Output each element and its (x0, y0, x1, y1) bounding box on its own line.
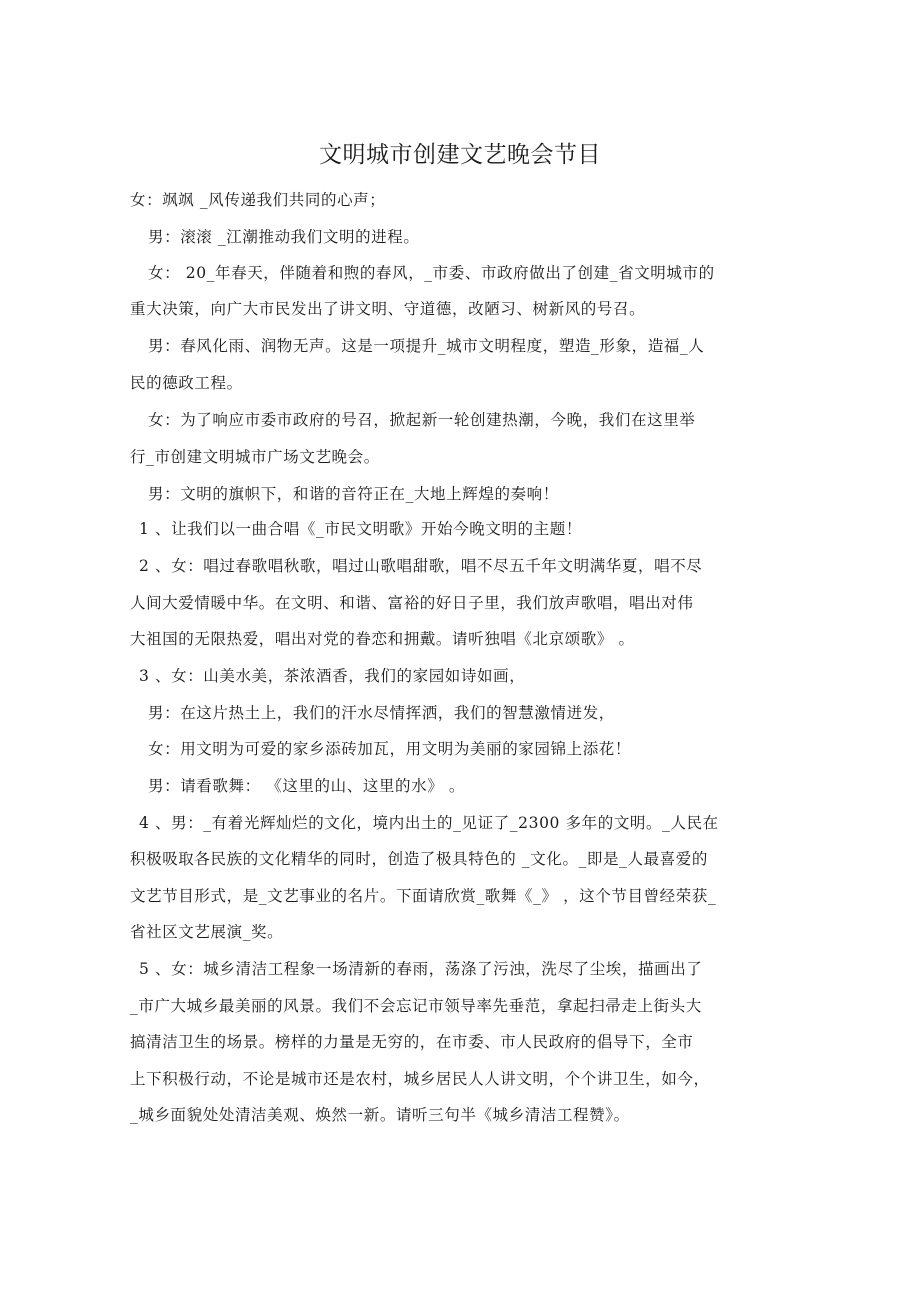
text-line: 省社区文艺展演_奖。 (130, 923, 284, 941)
text-line: 1 、让我们以一曲合唱《_市民文明歌》开始今晚文明的主题！ (139, 520, 582, 538)
text-line: 4 、男：_有着光辉灿烂的文化，境内出土的_见证了_2300 多年的文明。_人民在 (139, 814, 719, 832)
text-line: _市广大城乡最美丽的风景。我们不会忘记市领导率先垂范，拿起扫帚走上街头大 (130, 997, 702, 1015)
text-line: 行_市创建文明城市广场文艺晚会。 (130, 448, 380, 466)
text-line: 民的德政工程。 (130, 374, 243, 392)
text-line: 3 、女：山美水美，茶浓酒香，我们的家园如诗如画， (139, 667, 526, 685)
text-line: 文艺节目形式，是_文艺事业的名片。下面请欣赏_歌舞《_》 ，这个节目曾经荣获_ (130, 887, 717, 905)
text-line: 男：在这片热土上，我们的汗水尽情挥洒，我们的智慧激情迸发， (148, 704, 615, 722)
text-line: 女：为了响应市委市政府的号召，掀起新一轮创建热潮，今晚，我们在这里举 (148, 411, 696, 429)
text-line: 重大决策，向广大市民发出了讲文明、守道德，改陋习、树新风的号召。 (130, 300, 646, 318)
text-line: 女：用文明为可爱的家乡添砖加瓦，用文明为美丽的家园锦上添花！ (148, 740, 632, 758)
text-line: 2 、女：唱过春歌唱秋歌，唱过山歌唱甜歌，唱不尽五千年文明满华夏，唱不尽 (139, 557, 703, 575)
text-line: 大祖国的无限热爱，唱出对党的眷恋和拥戴。请听独唱《北京颂歌》 。 (130, 630, 635, 648)
text-line: 女： 20_年春天，伴随着和煦的春风，_市委、市政府做出了创建_省文明城市的 (148, 264, 715, 282)
text-line: _城乡面貌处处清洁美观、焕然一新。请听三句半《城乡清洁工程赞》。 (130, 1106, 630, 1124)
text-line: 男：滚滚 _江潮推动我们文明的进程。 (148, 228, 420, 246)
document-title: 文明城市创建文艺晚会节目 (319, 142, 601, 168)
text-line: 积极吸取各民族的文化精华的同时，创造了极具特色的 _文化。_即是_人最喜爱的 (130, 850, 708, 868)
text-line: 搞清洁卫生的场景。榜样的力量是无穷的，在市委、市人民政府的倡导下，全市 (130, 1033, 694, 1051)
text-line: 女：飒飒 _风传递我们共同的心声； (130, 191, 386, 209)
text-line: 人间大爱情暖中华。在文明、和谐、富裕的好日子里，我们放声歌唱，唱出对伟 (130, 594, 694, 612)
text-line: 男：春风化雨、润物无声。这是一项提升_城市文明程度，塑造_形象，造福_人 (148, 337, 705, 355)
text-line: 男：请看歌舞： 《这里的山、这里的水》 。 (148, 777, 465, 795)
text-line: 男：文明的旗帜下，和谐的音符正在_大地上辉煌的奏响！ (148, 485, 559, 503)
text-line: 5 、女：城乡清洁工程象一场清新的春雨，荡涤了污浊，洗尽了尘埃，描画出了 (139, 960, 703, 978)
text-line: 上下积极行动，不论是城市还是农村，城乡居民人人讲文明，个个讲卫生，如今， (130, 1070, 710, 1088)
